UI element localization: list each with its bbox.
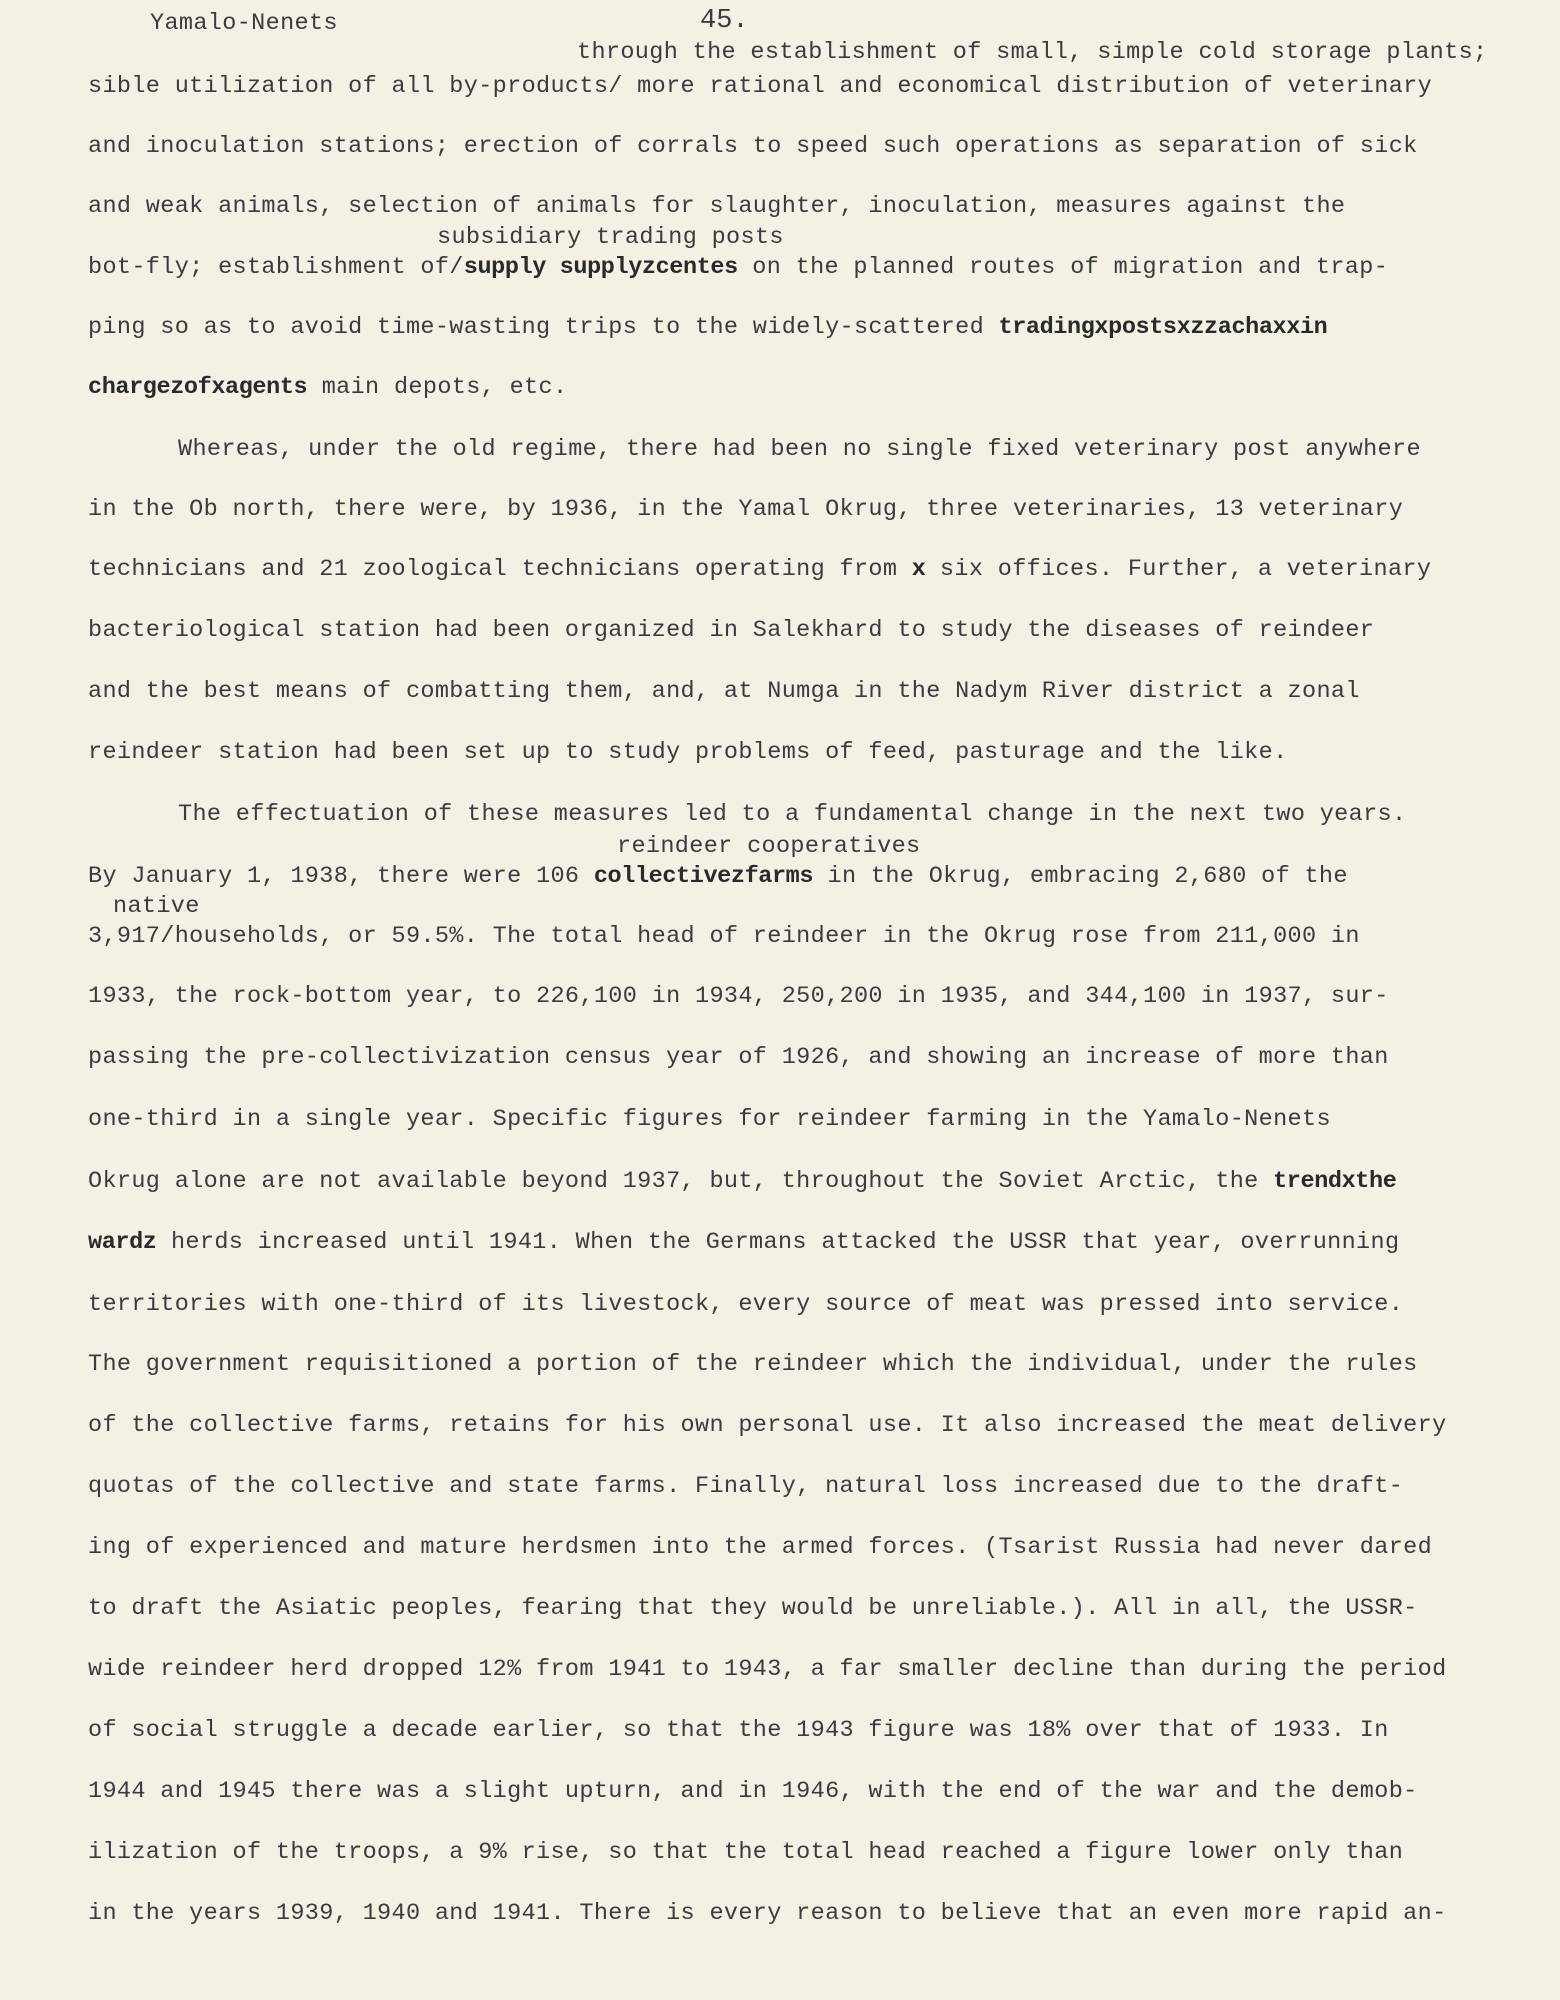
p3-line-7 bbox=[88, 1167, 1396, 1197]
p3-line-2-end: in the Okrug, embracing 2,680 of the bbox=[813, 863, 1348, 890]
p1-line-6 bbox=[88, 373, 567, 403]
struck-out-text: supply supplyzcentes bbox=[463, 254, 738, 281]
struck-out-text: x bbox=[911, 556, 926, 583]
p2-line-5: and the best means of combatting them, and, at Numga in the Nadym River district a zonal bbox=[88, 678, 1360, 705]
page-number: 45. bbox=[700, 6, 749, 36]
p3-line-11: of the collective farms, retains for his own personal use. It also increased the meat delivery bbox=[88, 1412, 1447, 1439]
p3-line-9: territories with one-third of its livestock, every source of meat was pressed into service. bbox=[88, 1291, 1404, 1318]
p3-line-15: wide reindeer herd dropped 12% from 1941 to 1943, a far smaller decline than during the period bbox=[88, 1656, 1447, 1683]
p3-line-18: ilization of the troops, a 9% rise, so that the total head reached a figure lower only than bbox=[88, 1839, 1404, 1866]
p3-line-7-start: Okrug alone are not available beyond 1937, but, throughout the Soviet Arctic, the bbox=[88, 1168, 1274, 1195]
p3-line-14: to draft the Asiatic peoples, fearing that they would be unreliable.). All in all, the USSR- bbox=[88, 1595, 1418, 1622]
p1-line-4-end: on the planned routes of migration and trap- bbox=[737, 254, 1389, 281]
p3-line-17: 1944 and 1945 there was a slight upturn, and in 1946, with the end of the war and the demob- bbox=[88, 1778, 1418, 1805]
p1-line-2: and inoculation stations; erection of corrals to speed such operations as separation of sick bbox=[88, 133, 1418, 160]
p1-line-3: and weak animals, selection of animals for slaughter, inoculation, measures against the bbox=[88, 193, 1346, 220]
p2-line-1: Whereas, under the old regime, there had been no single fixed veterinary post anywhere bbox=[178, 436, 1421, 463]
p3-line-19: in the years 1939, 1940 and 1941. There is every reason to believe that an even more rapid an- bbox=[88, 1900, 1447, 1927]
p2-line-3 bbox=[88, 555, 1431, 585]
p1-line-4 bbox=[88, 253, 1388, 283]
struck-out-text: collectivezfarms bbox=[593, 863, 814, 890]
p1-line-6-end: main depots, etc. bbox=[307, 374, 568, 401]
p3-line-2-start: By January 1, 1938, there were 106 bbox=[88, 863, 594, 890]
struck-out-text: trendxthe bbox=[1273, 1168, 1397, 1195]
p3-line-16: of social struggle a decade earlier, so that the 1943 figure was 18% over that of 1933. In bbox=[88, 1717, 1389, 1744]
running-header-title: Yamalo-Nenets bbox=[150, 10, 338, 37]
p3-line-1: The effectuation of these measures led to a fundamental change in the next two years. bbox=[178, 801, 1407, 828]
p2-line-3-start: technicians and 21 zoological technicians operating from bbox=[88, 556, 912, 583]
struck-out-text: wardz bbox=[88, 1229, 157, 1256]
p1-line-5 bbox=[88, 313, 1327, 343]
p3-line-6: one-third in a single year. Specific figures for reindeer farming in the Yamalo-Nenets bbox=[88, 1106, 1331, 1133]
p2-line-2: in the Ob north, there were, by 1936, in the Yamal Okrug, three veterinaries, 13 veterinary bbox=[88, 496, 1404, 523]
p3-line-10: The government requisitioned a portion of the reindeer which the individual, under the rules bbox=[88, 1351, 1418, 1378]
p1-line-1: sible utilization of all by-products/ more rational and economical distribution of veterinary bbox=[88, 73, 1433, 100]
p3-line-2 bbox=[88, 862, 1348, 892]
p3-line-4: 1933, the rock-bottom year, to 226,100 in 1934, 250,200 in 1935, and 344,100 in 1937, sur- bbox=[88, 983, 1389, 1010]
insertion-trading-posts: subsidiary trading posts bbox=[437, 224, 784, 251]
p3-line-8 bbox=[88, 1228, 1399, 1258]
p2-line-4: bacteriological station had been organized in Salekhard to study the diseases of reindeer bbox=[88, 617, 1375, 644]
struck-out-text: chargezofxagents bbox=[88, 374, 308, 401]
p3-line-13: ing of experienced and mature herdsmen into the armed forces. (Tsarist Russia had never dared bbox=[88, 1534, 1433, 1561]
insertion-cold-storage: through the establishment of small, simple cold storage plants; bbox=[577, 39, 1488, 66]
p2-line-6: reindeer station had been set up to study problems of feed, pasturage and the like. bbox=[88, 739, 1288, 766]
struck-out-text: tradingxpostsxzzachaxxin bbox=[998, 314, 1328, 341]
p1-line-4-start: bot-fly; establishment of/ bbox=[88, 254, 464, 281]
insertion-reindeer-coops: reindeer cooperatives bbox=[617, 833, 921, 860]
p1-line-5-start: ping so as to avoid time-wasting trips to the widely-scattered bbox=[88, 314, 999, 341]
insertion-native: native bbox=[113, 893, 200, 920]
p2-line-3-end: six offices. Further, a veterinary bbox=[925, 556, 1432, 583]
p3-line-8-end: herds increased until 1941. When the Germans attacked the USSR that year, overrunning bbox=[156, 1229, 1400, 1256]
p3-line-12: quotas of the collective and state farms. Finally, natural loss increased due to the draft- bbox=[88, 1473, 1404, 1500]
p3-line-5: passing the pre-collectivization census year of 1926, and showing an increase of more than bbox=[88, 1044, 1389, 1071]
p3-line-3: 3,917/households, or 59.5%. The total head of reindeer in the Okrug rose from 211,000 in bbox=[88, 923, 1360, 950]
